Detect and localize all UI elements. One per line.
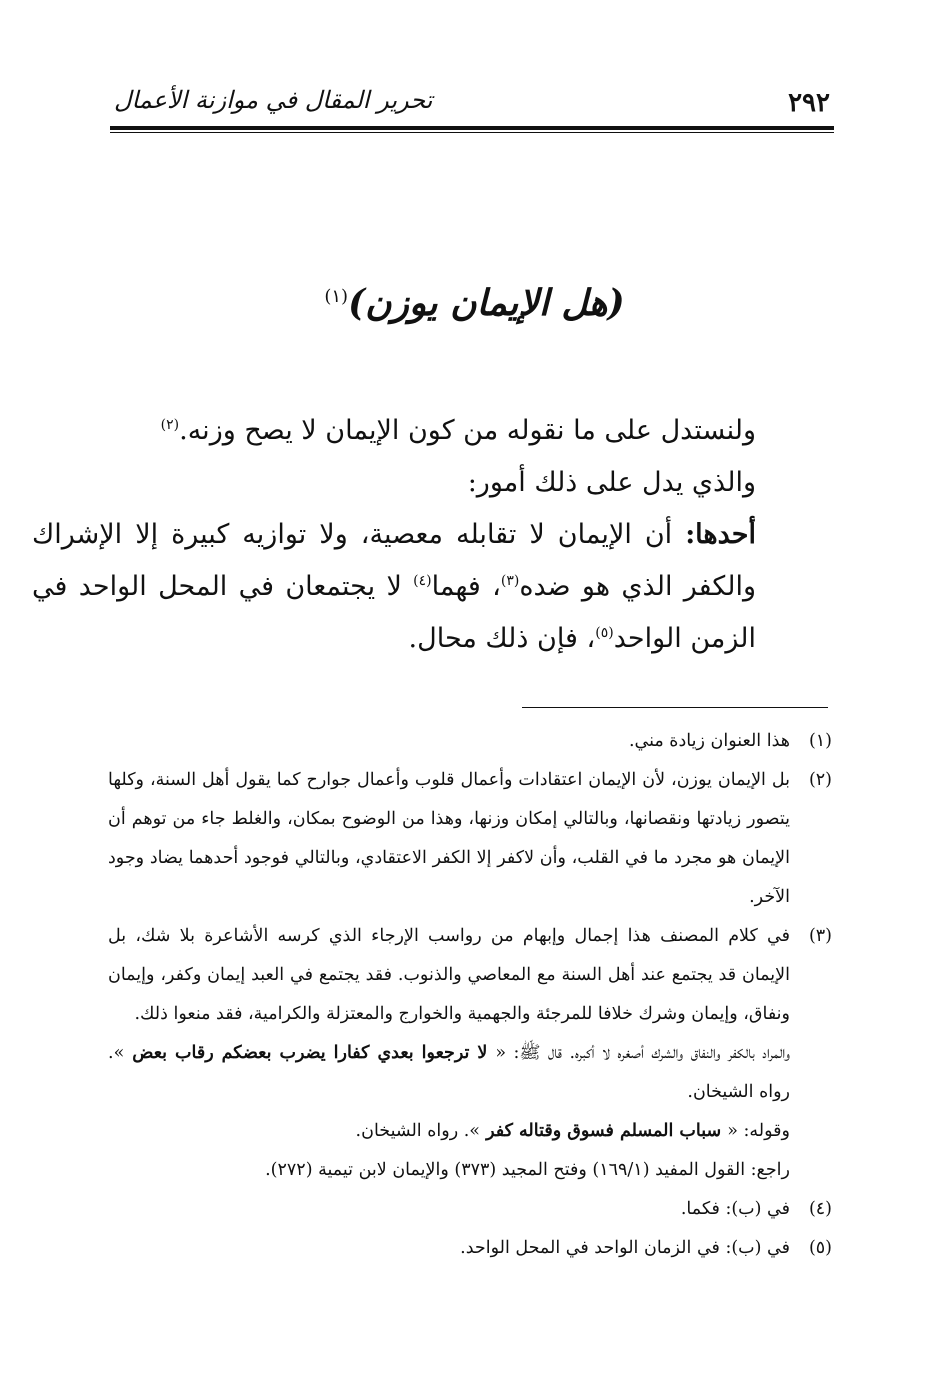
page-header [110, 80, 830, 128]
paragraph-text: ولنستدل على ما نقوله من كون الإيمان لا يصح وزنه. [179, 415, 756, 446]
footnote-ref: (١) [324, 286, 349, 307]
main-text [32, 405, 756, 665]
footnote-continuation [108, 1034, 832, 1112]
footnote [108, 1190, 832, 1229]
header-rule-thick [110, 126, 834, 130]
paragraph-lead: أحدها: [685, 519, 756, 550]
footnote-text: والمراد بالكفر والنفاق والشرك أصغره لا أكبره. قال ﷺ: « [495, 1043, 790, 1063]
hadith-quote: لا ترجعوا بعدي كفارا يضرب بعضكم رقاب بعض [124, 1043, 496, 1063]
header-rule-thin [110, 132, 834, 133]
running-title: تحرير المقال في موازنة الأعمال [114, 86, 433, 114]
footnote-text: ». رواه الشيخان. [355, 1121, 480, 1141]
footnote-text: في (ب): في الزمان الواحد في المحل الواحد. [460, 1238, 790, 1258]
paragraph [108, 457, 756, 509]
chapter-title [0, 282, 949, 324]
footnote-text: في كلام المصنف هذا إجمال وإبهام من رواسب الإرجاء الذي كرسه الأشاعرة بلا شك، بل الإيمان قد يجتمع عند أهل السنة مع المعاصي والذنوب. فقد يجتمع في العبد إيمان وكفر، وإيمان ونفاق، وإيمان وشرك خلافا للمرجئة والجهمية والخوارج والمعتزلة والكرامية، فقد منعوا ذلك. [108, 926, 791, 1024]
footnote-continuation [108, 1151, 832, 1190]
footnote-text: ». رواه الشيخان. [108, 1043, 790, 1102]
footnote [108, 722, 832, 761]
paragraph-text: ، فإن ذلك محال. [408, 623, 596, 654]
footnote-ref: (٥) [595, 625, 614, 641]
footnote-number: (٥) [808, 1238, 832, 1258]
footnote-ref: (٢) [160, 417, 180, 433]
footnote-text: راجع: القول المفيد (١٦٩/١) وفتح المجيد (٣٧٣) والإيمان لابن تيمية (٢٧٢). [265, 1160, 790, 1180]
footnote-ref: (٤) [413, 573, 432, 589]
paragraph-text: والذي يدل على ذلك أمور: [467, 467, 756, 498]
paragraph-text: ، فهما [431, 571, 501, 602]
footnote-continuation [108, 1112, 832, 1151]
footnote [108, 761, 832, 917]
footnote-number: (١) [808, 731, 832, 751]
footnote-text: في (ب): فكما. [680, 1199, 790, 1219]
page-number: ٢٩٢ [788, 88, 830, 118]
footnote-ref: (٣) [500, 573, 520, 589]
footnote-number: (٣) [808, 926, 832, 946]
footnote-text: هذا العنوان زيادة مني. [628, 731, 790, 751]
paragraph [108, 405, 756, 457]
paragraph-text: أن الإيمان لا تقابله معصية، ولا توازيه كبيرة إلا الإشراك والكفر الذي هو ضده [32, 519, 756, 602]
chapter-title-text: (هل الإيمان يوزن) [348, 282, 625, 324]
footnotes [108, 722, 832, 1268]
paragraph-text: لا يجتمعان في المحل الواحد في الزمن الواحد [32, 571, 756, 654]
footnote-number: (٢) [808, 770, 832, 790]
hadith-quote: سباب المسلم فسوق وقتاله كفر [480, 1121, 728, 1141]
footnote-separator [522, 707, 828, 708]
paragraph [32, 509, 756, 665]
footnote-text: بل الإيمان يوزن، لأن الإيمان اعتقادات وأعمال قلوب وأعمال جوارح كما يقول أهل السنة، وكلها يتصور زيادتها ونقصانها، وبالتالي إمكان وزنها، وهذا من الوضوح بمكان، والغلط جاء من توهم أن الإيمان هو مجرد ما في القلب، وأن لاكفر إلا الكفر الاعتقادي، وبالتالي فوجود أحدهما يضاد وجود الآخر. [108, 770, 790, 907]
footnote [108, 1229, 832, 1268]
footnote [108, 917, 832, 1034]
footnote-text: وقوله: « [727, 1121, 790, 1141]
footnote-number: (٤) [808, 1199, 832, 1219]
